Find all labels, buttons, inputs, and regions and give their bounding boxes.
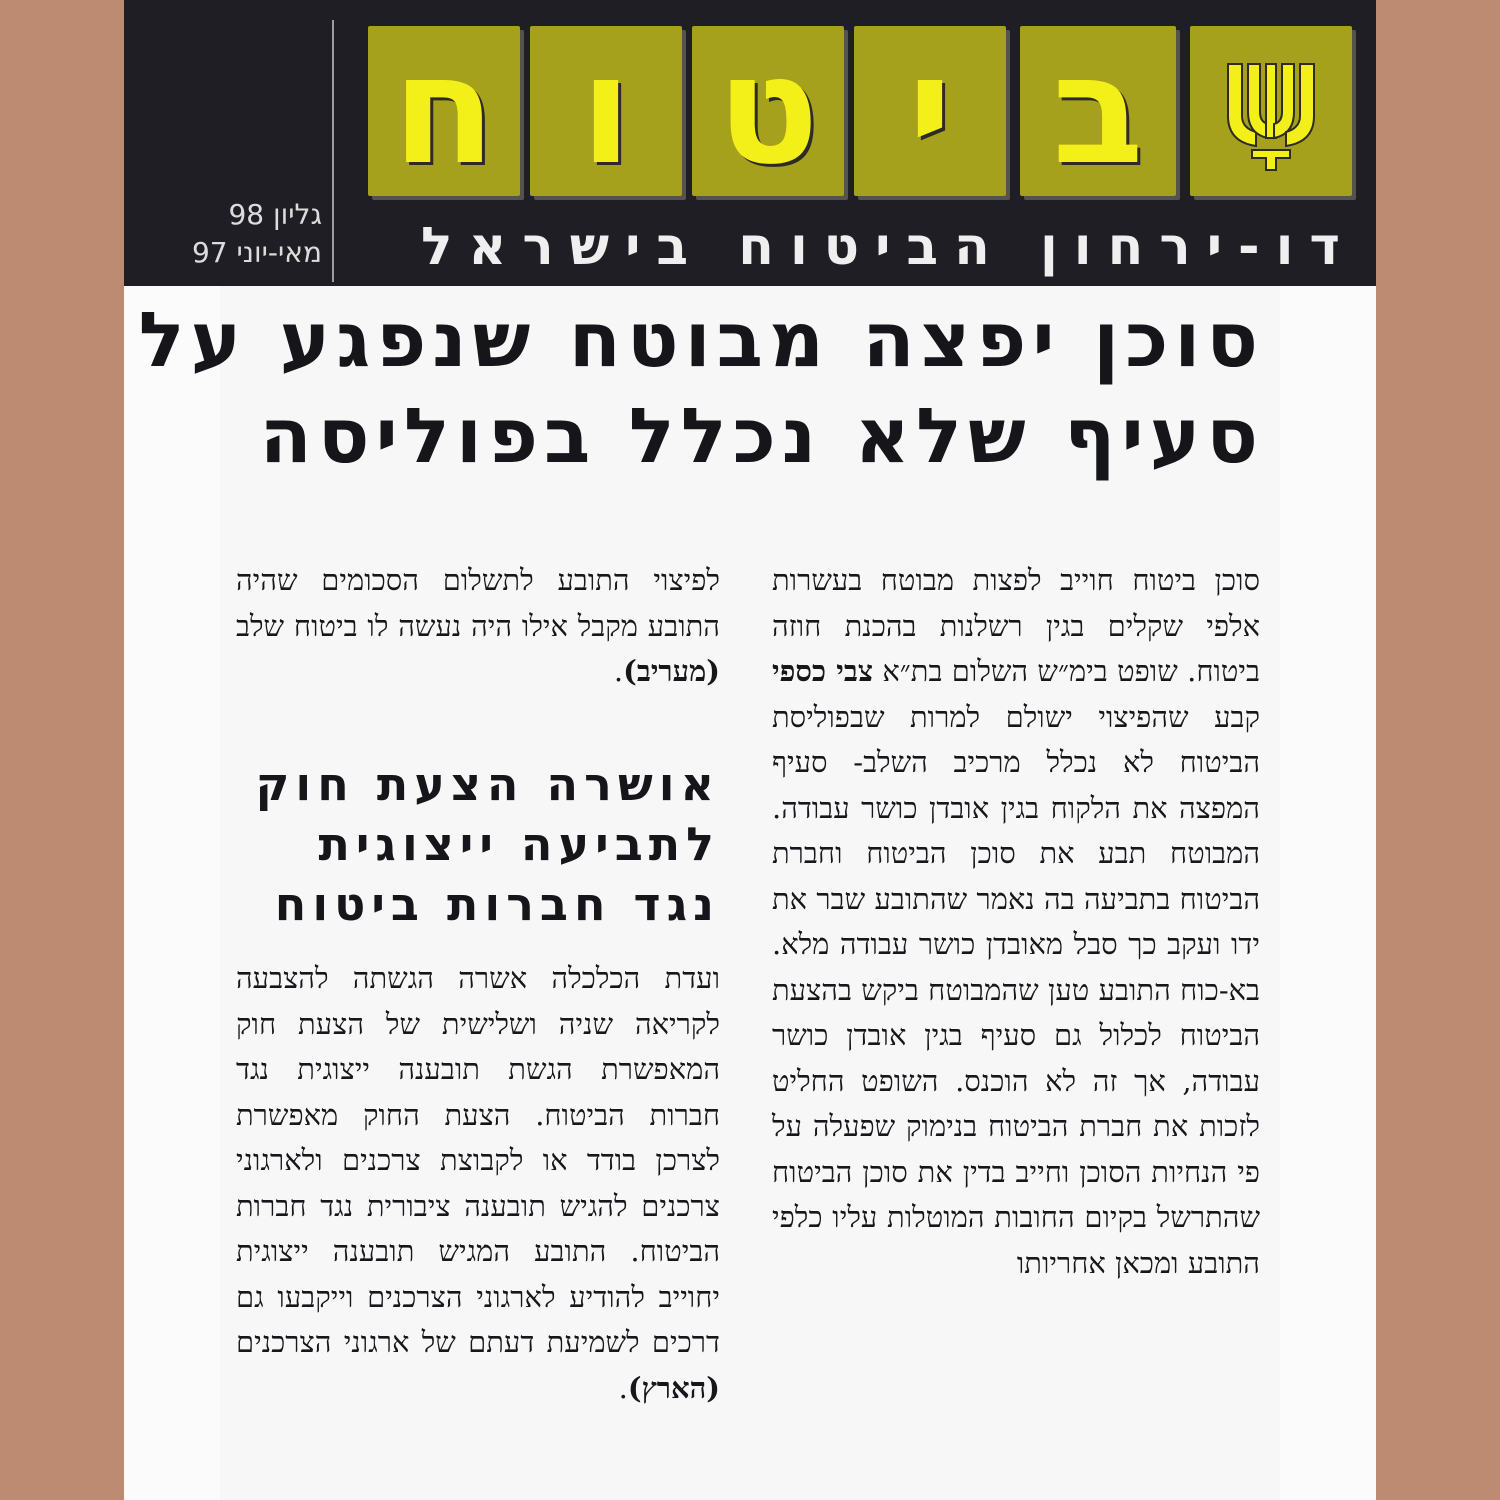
article1-body-right-column [772, 558, 1260, 1286]
logo-letter: ו [580, 24, 632, 198]
masthead [124, 0, 1376, 286]
article1-headline-line: סעיף שלא נכלל בפוליסה [259, 391, 1264, 480]
article-area [138, 286, 1280, 1500]
article1-headline [138, 292, 1264, 484]
article2-source: (הארץ) [627, 1370, 720, 1405]
article1-body-text: קבע שהפיצוי ישולם למרות שבפוליסת הביטוח לא נכלל מרכיב השלב- סעיף המפצה את הלקוח בגין אובדן כושר עבודה. המבוטח תבע את סוכן הביטוח וחברת הביטוח בתביעה בה נאמר שהתובע שבר את ידו ועקב כך סבל מאובדן כושר עבודה מלא. בא-כוח התובע טען שהמבוטח ביקש בהצעת הביטוח לכלול גם סעיף בגין אובדן כושר עבודה, אך זה לא הוכנס. השופט החליט לזכות את חברת הביטוח בנימוק שפעלה על פי הנחיות הסוכן וחייב בדין את סוכן הביטוח שהתרשל בקיום החובות המוטלות עליו כלפי התובע ומכאן אחריותו [772, 699, 1260, 1280]
logo-letter: ט [717, 24, 819, 198]
article2-headline-line: נגד חברות ביטוח [274, 877, 720, 931]
article1-source: (מעריב) [623, 654, 720, 688]
article2-headline-line: לתביעה ייצוגית [318, 817, 720, 871]
logo-tile-yod [854, 26, 1006, 196]
end-mark: . [618, 1370, 628, 1405]
logo-tile-vav [530, 26, 682, 196]
logo-tile-emblem [1190, 26, 1352, 196]
article2-headline [236, 754, 720, 934]
logo-tile-tet [692, 26, 844, 196]
newspaper-clipping [124, 0, 1376, 1500]
article2-body-column [236, 956, 720, 1411]
article2-headline-line: אושרה הצעת חוק [255, 757, 720, 811]
issue-date: מאי-יוני 97 [191, 236, 322, 269]
article1-body-left-column [236, 558, 720, 695]
logo-letter: ח [392, 24, 496, 198]
article1-headline-line: סוכן יפצה מבוטח שנפגע על [138, 295, 1264, 384]
masthead-divider [332, 20, 334, 282]
masthead-tagline: דו-ירחון הביטוח בישראל [421, 217, 1356, 277]
logo-letter: י [907, 24, 953, 198]
logo-letter: ב [1052, 24, 1144, 198]
menorah-mark-icon [1216, 46, 1326, 176]
issue-info [132, 196, 322, 272]
article2-body-text: ועדת הכלכלה אשרה הגשתה להצבעה לקריאה שניה ושלישית של הצעת חוק המאפשרת הגשת תובענה ייצוגית נגד חברות הביטוח. הצעת החוק מאפשרת לצרכן בודד או לקבוצת צרכנים ולארגוני צרכנים להגיש תובענה ציבורית נגד חברות הביטוח. התובע המגיש תובענה ייצוגית יחוייב להודיע לארגוני הצרכנים וייקבעו גם דרכים לשמיעת דעתם של ארגוני הצרכנים [236, 961, 720, 1359]
judge-name: צבי כספי [772, 654, 874, 688]
logo-tile-bet [1020, 26, 1176, 196]
article1-body-text: סוכן ביטוח חוייב לפצות מבוטח בעשרות אלפי שקלים בגין רשלנות בהכנת חוזה ביטוח. שופט בימ״ש השלום בת״א [772, 563, 1260, 688]
issue-number: גליון 98 [228, 198, 322, 231]
article1-continuation: לפיצוי התובע לתשלום הסכומים שהיה התובע מקבל אילו היה נעשה לו ביטוח שלב [236, 563, 720, 643]
end-mark: . [613, 654, 624, 688]
logo-tile-het [368, 26, 520, 196]
